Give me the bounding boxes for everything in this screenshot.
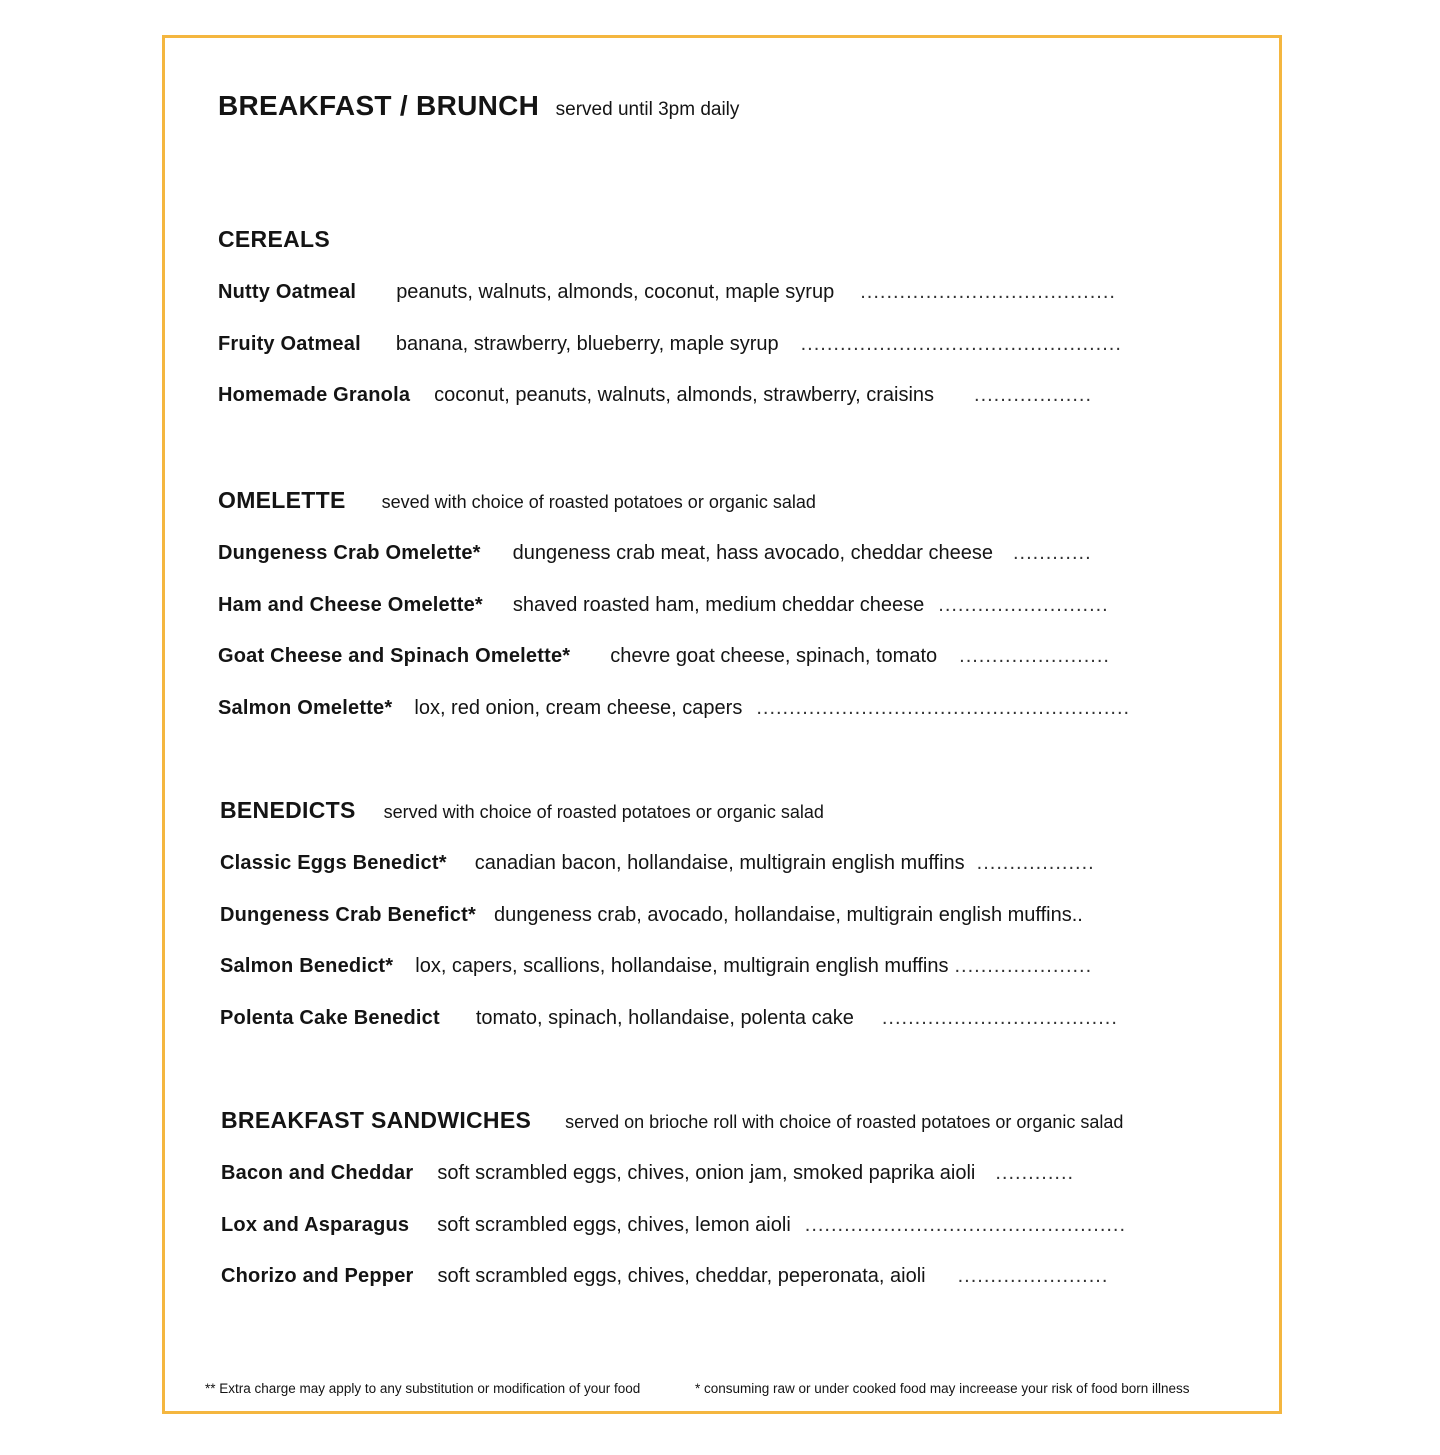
menu-header [218, 90, 739, 122]
item-name: Ham and Cheese Omelette* [218, 593, 483, 616]
menu-item [221, 1214, 1181, 1266]
item-leader-dots: .................. [976, 852, 1095, 874]
item-leader-dots: .................................... [881, 1006, 1118, 1029]
item-description: shaved roasted ham, medium cheddar cheese [512, 593, 925, 616]
section-breakfast-sandwiches [221, 1107, 1181, 1313]
item-description: dungeness crab, avocado, hollandaise, multigrain english muffins.. [493, 903, 1083, 926]
item-leader-dots: ....................... [959, 645, 1110, 667]
section-title: BREAKFAST SANDWICHES [221, 1107, 532, 1133]
section-title: OMELETTE [218, 487, 346, 513]
item-name: Chorizo and Pepper [221, 1265, 414, 1287]
item-leader-dots: ....................................... [860, 281, 1116, 303]
item-name: Bacon and Cheddar [221, 1162, 414, 1184]
item-description: soft scrambled eggs, chives, cheddar, peperonata, aioli [437, 1265, 926, 1287]
item-name: Lox and Asparagus [221, 1213, 410, 1236]
menu-item [221, 1265, 1181, 1313]
menu-title: BREAKFAST / BRUNCH [218, 90, 540, 121]
item-name: Dungeness Crab Omelette* [218, 542, 481, 564]
section-omelette [218, 487, 1178, 748]
section-header [218, 487, 1178, 521]
footer-substitution-note: ** Extra charge may apply to any substitution or modification of your food [205, 1381, 641, 1396]
section-title: CEREALS [218, 226, 331, 252]
menu-item [218, 384, 1178, 436]
item-name: Nutty Oatmeal [218, 281, 357, 303]
item-description: lox, red onion, cream cheese, capers [414, 696, 743, 719]
menu-item [218, 697, 1178, 749]
item-name: Homemade Granola [218, 384, 411, 406]
item-description: coconut, peanuts, walnuts, almonds, strawberry, craisins [434, 384, 935, 406]
menu-hours-note: served until 3pm daily [555, 99, 740, 120]
section-note: served on brioche roll with choice of roasted potatoes or organic salad [565, 1112, 1124, 1132]
item-leader-dots: ............ [1012, 542, 1092, 564]
menu-item [220, 955, 1180, 1007]
item-leader-dots: ................................................. [804, 1213, 1127, 1236]
item-name: Salmon Omelette* [218, 696, 393, 719]
section-header [218, 226, 1178, 260]
item-description: peanuts, walnuts, almonds, coconut, maple syrup [396, 281, 835, 303]
item-name: Polenta Cake Benedict [220, 1006, 440, 1029]
section-header [221, 1107, 1181, 1141]
item-leader-dots: .................. [974, 384, 1093, 406]
item-name: Goat Cheese and Spinach Omelette* [218, 645, 571, 667]
item-description: banana, strawberry, blueberry, maple syrup [395, 332, 779, 355]
item-description: dungeness crab meat, hass avocado, cheddar cheese [512, 542, 993, 564]
section-cereals [218, 226, 1178, 436]
section-note: seved with choice of roasted potatoes or organic salad [381, 492, 816, 512]
menu-item [218, 281, 1178, 333]
item-description: chevre goat cheese, spinach, tomato [610, 645, 938, 667]
section-note: served with choice of roasted potatoes or organic salad [383, 802, 824, 822]
menu-item [220, 852, 1180, 904]
item-leader-dots: .......................... [938, 593, 1109, 616]
menu-item [218, 333, 1178, 385]
menu-item [218, 645, 1178, 697]
menu-item [220, 904, 1180, 956]
item-name: Salmon Benedict* [220, 955, 394, 977]
item-list [220, 852, 1180, 1058]
item-name: Classic Eggs Benedict* [220, 852, 447, 874]
item-description: lox, capers, scallions, hollandaise, multigrain english muffins [415, 955, 949, 977]
item-leader-dots: ................................................. [800, 332, 1122, 355]
item-name: Fruity Oatmeal [218, 332, 361, 355]
item-list [218, 281, 1178, 436]
item-name: Dungeness Crab Benefict* [220, 903, 476, 926]
menu-item [221, 1162, 1181, 1214]
item-leader-dots: ....................... [957, 1265, 1109, 1287]
menu-item [218, 594, 1178, 646]
item-leader-dots: ......................................................... [756, 696, 1131, 719]
menu-item [220, 1007, 1180, 1059]
item-leader-dots: ............ [995, 1162, 1075, 1184]
item-description: soft scrambled eggs, chives, onion jam, smoked paprika aioli [437, 1162, 976, 1184]
item-list [221, 1162, 1181, 1313]
item-leader-dots: ..................... [954, 955, 1093, 977]
item-description: soft scrambled eggs, chives, lemon aioli [437, 1213, 791, 1236]
item-description: tomato, spinach, hollandaise, polenta cake [475, 1006, 854, 1029]
menu-item [218, 542, 1178, 594]
footer-raw-food-warning: * consuming raw or under cooked food may increease your risk of food born illness [695, 1381, 1190, 1396]
section-header [220, 797, 1180, 831]
item-list [218, 542, 1178, 748]
item-description: canadian bacon, hollandaise, multigrain english muffins [474, 852, 965, 874]
section-benedicts [220, 797, 1180, 1058]
section-title: BENEDICTS [220, 797, 356, 823]
